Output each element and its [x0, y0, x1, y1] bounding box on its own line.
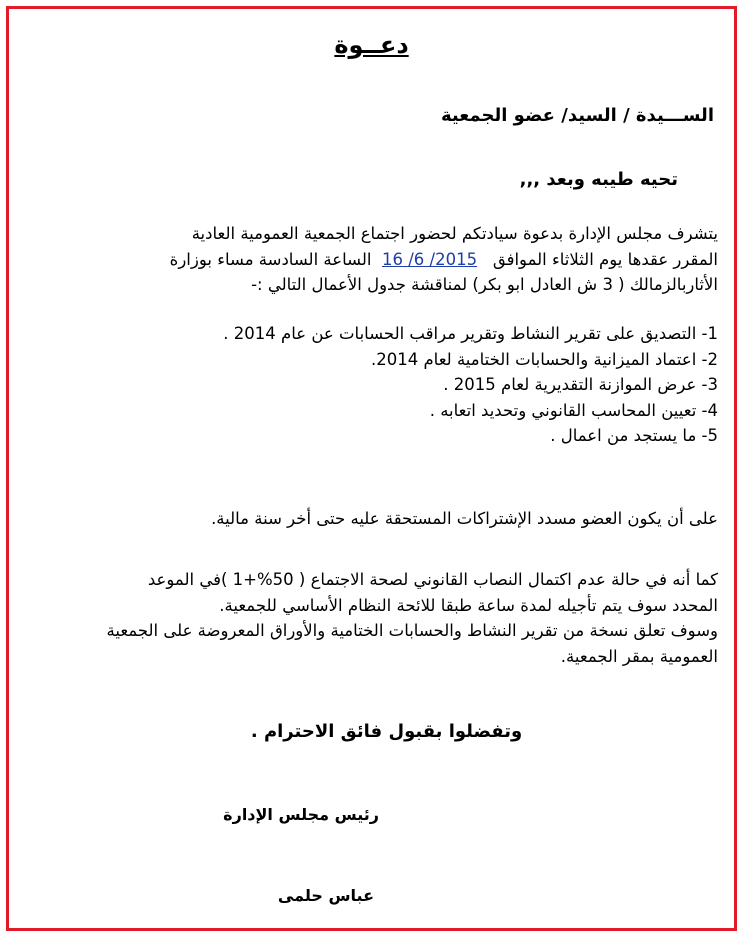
closing-line: وتفضلوا بقبول فائق الاحترام . — [250, 721, 523, 742]
agenda-item: 3- عرض الموازنة التقديرية لعام 2015 . — [443, 375, 718, 394]
intro-paragraph — [19, 221, 718, 298]
agenda-item: 4- تعيين المحاسب القانوني وتحديد اتعابه . — [429, 400, 718, 420]
invitation-letter — [9, 9, 734, 928]
agenda-item: 5- ما يستجد من اعمال . — [550, 426, 718, 445]
meeting-date-link[interactable]: 16 /6 /2015 — [381, 249, 478, 269]
quorum-line: كما أنه في حالة عدم اكتمال النصاب القانوني لصحة الاجتماع ( 50%+1 )في الموعد — [147, 570, 718, 589]
agenda-list — [223, 321, 718, 449]
intro-line-2-end: الساعة السادسة مساء بوزارة — [169, 249, 372, 269]
intro-line-1: يتشرف مجلس الإدارة بدعوة سيادتكم لحضور اجتماع الجمعية العمومية العادية — [191, 224, 718, 243]
intro-line-2 — [19, 247, 718, 273]
dues-note: على أن يكون العضو مسدد الإشتراكات المستحقة عليه حتى أخر سنة مالية. — [211, 509, 718, 528]
document-title: دعــوة — [334, 31, 409, 59]
quorum-line: العمومية بمقر الجمعية. — [560, 646, 718, 666]
agenda-item: 1- التصديق على تقرير النشاط وتقرير مراقب الحسابات عن عام 2014 . — [223, 324, 718, 343]
signature-title: رئيس مجلس الإدارة — [223, 805, 379, 824]
addressee-line: الســـيدة / السيد/ عضو الجمعية — [441, 105, 714, 126]
quorum-line: المحدد سوف يتم تأجيله لمدة ساعة طبقا للائحة النظام الأساسي للجمعية. — [219, 595, 718, 615]
intro-line-3: الأثاربالزمالك ( 3 ش العادل ابو بكر) لمناقشة جدول الأعمال التالي :- — [251, 275, 718, 294]
agenda-item: 2- اعتماد الميزانية والحسابات الختامية لعام 2014. — [370, 349, 718, 369]
document-page — [6, 6, 737, 931]
signature-name: عباس حلمى — [277, 886, 374, 905]
quorum-paragraph — [19, 567, 718, 669]
quorum-line: وسوف تعلق نسخة من تقرير النشاط والحسابات الختامية والأوراق المعروضة على الجمعية — [106, 621, 718, 640]
intro-line-2-start: المقرر عقدها يوم الثلاثاء الموافق — [492, 249, 718, 269]
greeting-line: تحيه طيبه وبعد ,,, — [519, 169, 678, 190]
